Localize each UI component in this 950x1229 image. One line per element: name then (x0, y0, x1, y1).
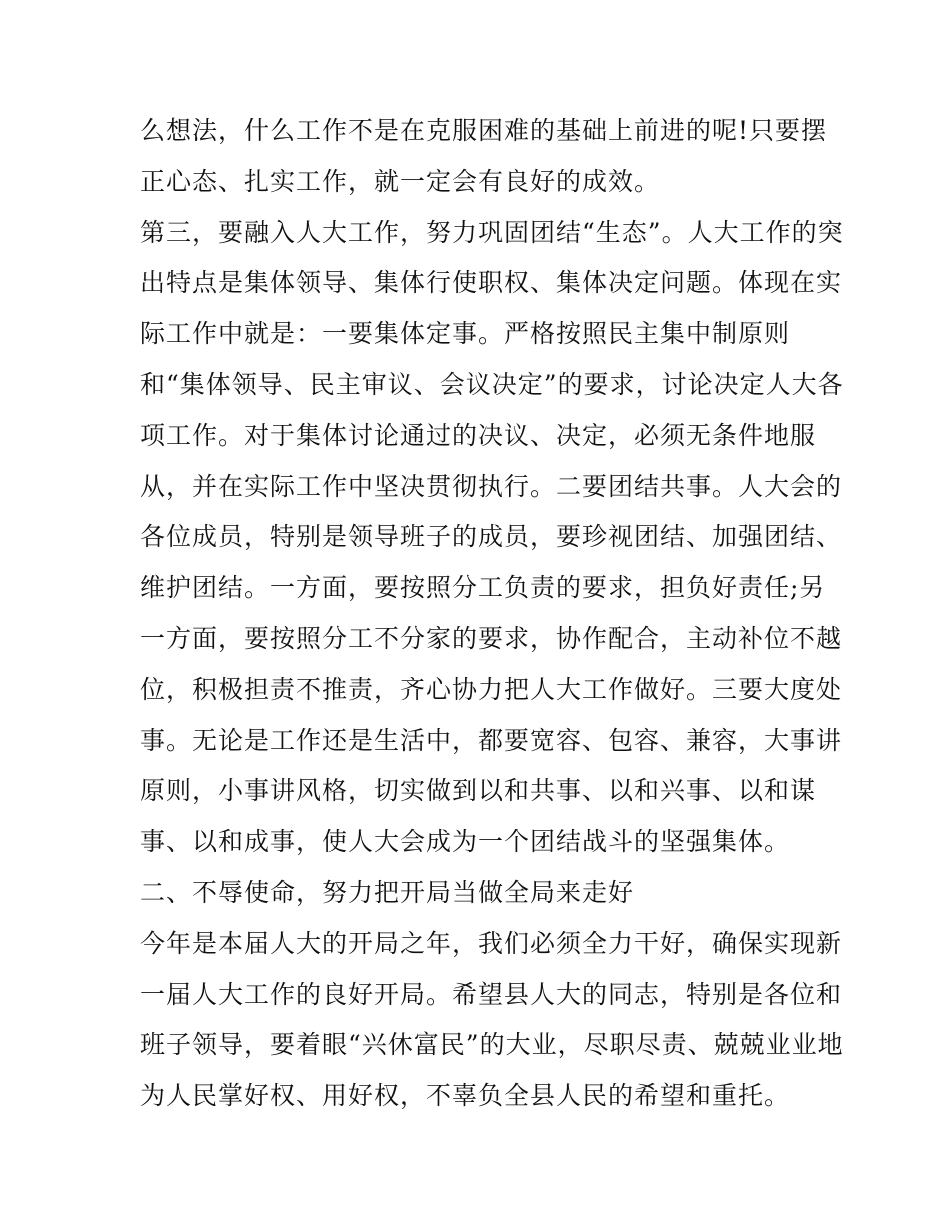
text-line: 维护团结。一方面，要按照分工负责的要求，担负好责任;另 (140, 573, 826, 603)
text-line: 位，积极担责不推责，齐心协力把人大工作做好。三要大度处 (140, 674, 843, 704)
text-line: 和“集体领导、民主审议、会议决定”的要求，讨论决定人大各 (140, 369, 844, 399)
text-line: 正心态、扎实工作，就一定会有良好的成效。 (140, 166, 661, 196)
text-line: 一届人大工作的良好开局。希望县人大的同志，特别是各位和 (140, 979, 843, 1009)
text-line: 原则，小事讲风格，切实做到以和共事、以和兴事、以和谋 (140, 776, 817, 806)
text-line: 今年是本届人大的开局之年，我们必须全力干好，确保实现新 (140, 928, 843, 958)
text-line: 第三，要融入人大工作，努力巩固团结“生态”。人大工作的突 (140, 217, 844, 247)
text-line: 为人民掌好权、用好权，不辜负全县人民的希望和重托。 (140, 1081, 791, 1111)
body-text (140, 106, 844, 1122)
text-line: 一方面，要按照分工不分家的要求，协作配合，主动补位不越 (140, 623, 843, 653)
text-line: 事、以和成事，使人大会成为一个团结战斗的坚强集体。 (140, 827, 791, 857)
text-line: 项工作。对于集体讨论通过的决议、决定，必须无条件地服 (140, 420, 817, 450)
section-heading: 二、不辱使命，努力把开局当做全局来走好 (140, 877, 635, 907)
text-line: 班子领导，要着眼“兴休富民”的大业，尽职尽责、兢兢业业地 (140, 1030, 844, 1060)
text-line: 事。无论是工作还是生活中，都要宽容、包容、兼容，大事讲 (140, 725, 843, 755)
text-line: 从，并在实际工作中坚决贯彻执行。二要团结共事。人大会的 (140, 471, 843, 501)
text-line: 么想法，什么工作不是在克服困难的基础上前进的呢!只要摆 (140, 116, 828, 145)
text-line: 各位成员，特别是领导班子的成员，要珍视团结、加强团结、 (140, 522, 843, 552)
text-line: 出特点是集体领导、集体行使职权、集体决定问题。体现在实 (140, 268, 843, 298)
text-line: 际工作中就是：一要集体定事。严格按照民主集中制原则 (140, 319, 791, 349)
